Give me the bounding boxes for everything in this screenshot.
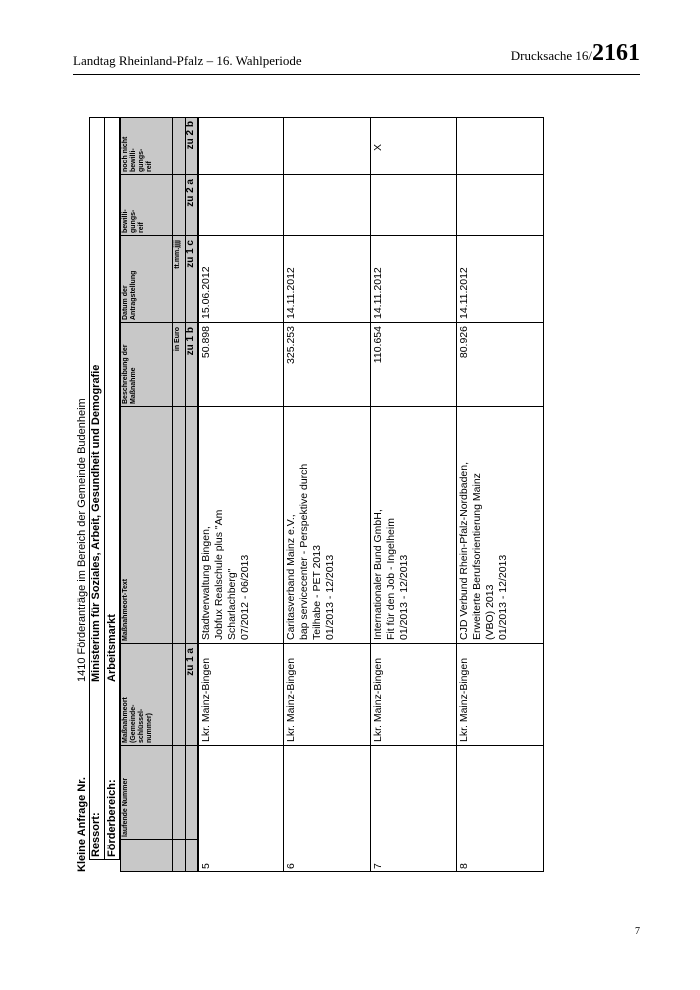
header-noch-nicht-line: gungs- xyxy=(138,148,145,172)
rotated-table xyxy=(75,117,545,872)
ressort-value: Ministerium für Soziales, Arbeit, Gesundheit und Demografie xyxy=(90,364,102,682)
row-number: 7 xyxy=(372,863,384,869)
unit-row-line xyxy=(172,117,173,872)
ressort-label: Ressort: xyxy=(90,812,102,857)
body-divider xyxy=(198,322,544,323)
unit-date: tt.mm.jjjj xyxy=(174,240,181,269)
row-text-line: 01/2013 - 12/2013 xyxy=(497,554,509,640)
row-text-line: Teilhabe - PET 2013 xyxy=(311,545,323,640)
zu-2a-label: zu 2 a xyxy=(185,179,196,207)
header-datum-line: Antragstellung xyxy=(130,270,137,320)
row-text-line: Caritasverband Mainz e.V., xyxy=(285,514,297,640)
header-massnahmeort xyxy=(122,697,154,743)
body-divider xyxy=(198,745,544,746)
row-ort: Lkr. Mainz-Bingen xyxy=(372,657,384,742)
row-text-line: Internationaler Bund GmbH, xyxy=(372,509,384,640)
row-betrag: 325.253 xyxy=(285,326,297,364)
row-betrag: 80.926 xyxy=(458,326,470,359)
header-noch-nicht-line: bewilli- xyxy=(130,148,137,172)
row-datum: 14.11.2012 xyxy=(458,267,470,319)
row-betrag: 50.898 xyxy=(200,326,212,359)
drucksache-label xyxy=(511,40,640,67)
header-massnahmeort-line: nummer) xyxy=(146,713,153,743)
row-ort: Lkr. Mainz-Bingen xyxy=(458,657,470,742)
header-bewilligungsreif xyxy=(122,209,146,233)
row-datum: 14.11.2012 xyxy=(372,267,384,319)
row-text-line: (VBO) 2013 xyxy=(484,584,496,640)
header-divider xyxy=(120,643,198,644)
row-ort: Lkr. Mainz-Bingen xyxy=(285,657,297,742)
row-number: 8 xyxy=(458,863,470,869)
row-datum: 15.06.2012 xyxy=(200,266,212,319)
header-divider xyxy=(120,839,198,840)
body-divider xyxy=(198,235,544,236)
zu-1b-label: zu 1 b xyxy=(185,327,196,356)
row-divider xyxy=(370,117,371,872)
zu-2b-label: zu 2 b xyxy=(185,121,196,150)
kleine-anfrage-label: Kleine Anfrage Nr. xyxy=(76,777,88,872)
row-text-line: Jobfux Realschule plus "Am xyxy=(213,509,225,640)
header-bewilligungsreif-line: reif xyxy=(138,222,145,233)
row-number: 5 xyxy=(200,863,212,869)
unit-euro: in Euro xyxy=(174,327,181,352)
header-rule xyxy=(73,74,640,75)
row-text-line: Scharlachberg" xyxy=(226,568,238,640)
row-text-line: Fit für den Job - Ingelheim xyxy=(385,518,397,640)
header-noch-nicht-line: reif xyxy=(146,161,153,172)
row-number: 6 xyxy=(285,863,297,869)
row-noch-nicht: X xyxy=(372,143,384,151)
row-divider xyxy=(283,117,284,872)
body-divider xyxy=(198,643,544,644)
header-massnahmeort-line: schlüssel- xyxy=(138,708,145,743)
row-text-line: bap servicecenter - Perspektive durch xyxy=(298,463,310,640)
row-text xyxy=(285,464,337,640)
row-betrag: 110.654 xyxy=(372,326,384,364)
foerderbereich-value: Arbeitsmarkt xyxy=(106,614,118,682)
foerderbereich-box xyxy=(104,117,120,860)
header-massnahmeort-line: (Gemeinde- xyxy=(130,704,137,743)
header-laufende-nummer: laufende Nummer xyxy=(122,777,129,837)
header-datum-line: Datum der xyxy=(122,285,129,320)
header-beschreibung-line: Maßnahme xyxy=(130,367,137,404)
row-datum: 14.11.2012 xyxy=(285,267,297,319)
header-title: Landtag Rheinland-Pfalz – 16. Wahlperiode xyxy=(73,53,302,68)
drucksache-prefix: Drucksache 16/ xyxy=(510,48,592,63)
body-divider xyxy=(198,174,544,175)
row-divider xyxy=(456,117,457,872)
row-text xyxy=(458,462,510,640)
row-text-line: 07/2012 - 06/2013 xyxy=(239,554,251,640)
header-datum xyxy=(122,271,138,320)
row-text-line: Stadtverwaltung Bingen, xyxy=(200,526,212,640)
zu-1c-label: zu 1 c xyxy=(185,240,196,268)
header-massnahmeort-text: Maßnahmeort-Text xyxy=(122,578,129,641)
header-bewilligungsreif-line: gungs- xyxy=(130,209,137,233)
header-noch-nicht xyxy=(122,137,154,172)
row-ort: Lkr. Mainz-Bingen xyxy=(200,657,212,742)
row-text xyxy=(372,509,411,640)
row-text-line: CJD Verbund Rhein-Pfalz-Nordbaden, xyxy=(458,461,470,640)
kleine-anfrage-value: 1410 Förderanträge im Bereich der Gemeinde Budenheim xyxy=(76,398,88,682)
header-massnahmeort-line: Maßnahmeort xyxy=(122,697,129,743)
zu-1a-label: zu 1 a xyxy=(185,648,196,676)
row-text-line: Erweiterte Berufsorientierung Mainz xyxy=(471,473,483,640)
foerderbereich-label: Förderbereich: xyxy=(106,779,118,857)
header-bewilligungsreif-line: bewilli- xyxy=(122,209,129,233)
row-text-line: 01/2013 - 12/2013 xyxy=(398,554,410,640)
drucksache-number: 2161 xyxy=(592,40,640,66)
row-text xyxy=(200,510,252,640)
page-number: 7 xyxy=(635,926,640,937)
header-beschreibung-line: Beschreibung der xyxy=(122,344,129,404)
header-beschreibung xyxy=(122,344,138,404)
row-text-line: 01/2013 - 12/2013 xyxy=(324,554,336,640)
body-divider xyxy=(198,406,544,407)
header-noch-nicht-line: noch nicht xyxy=(122,136,129,172)
